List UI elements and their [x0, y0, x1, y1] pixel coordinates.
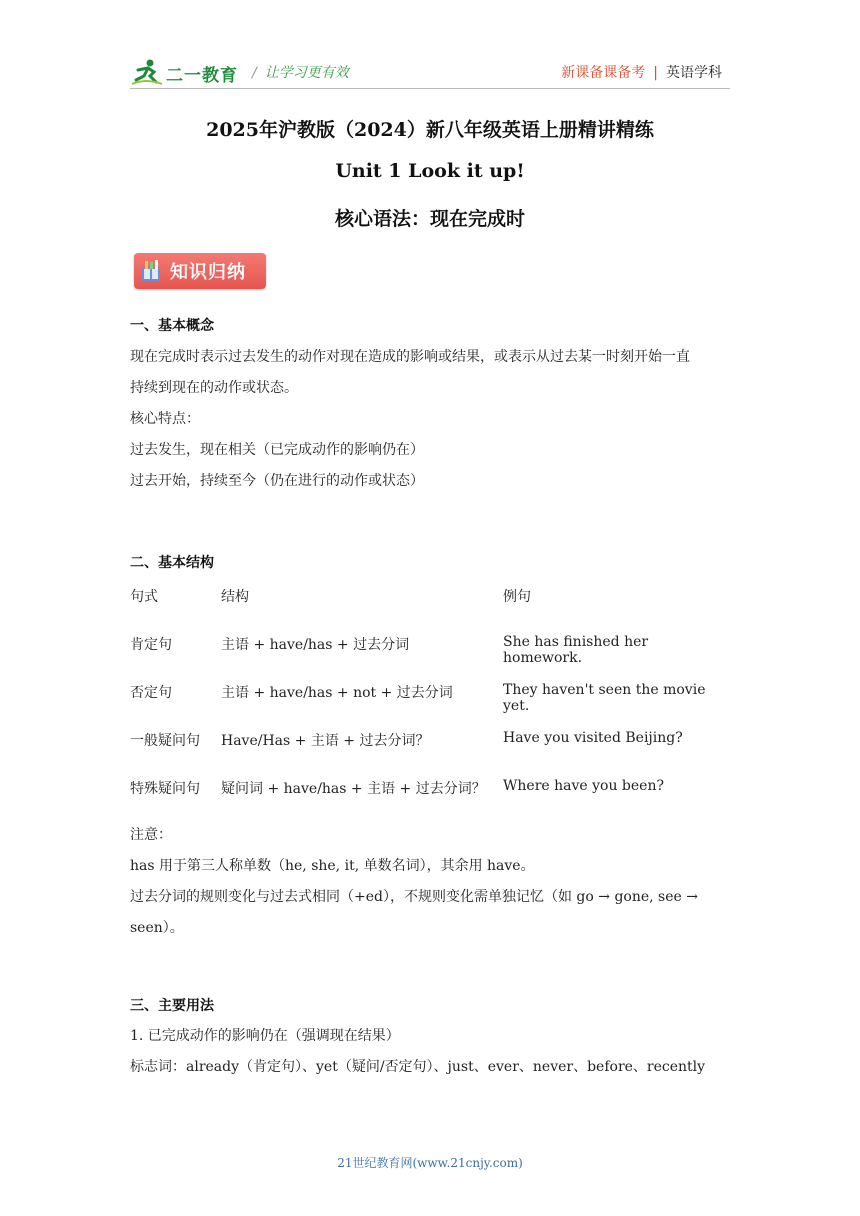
page-header	[130, 56, 730, 88]
header-subject	[561, 62, 722, 82]
usage-block	[130, 1021, 730, 1083]
table-cell: 一般疑问句	[130, 733, 200, 749]
table-row	[130, 634, 730, 682]
brand-logo	[130, 58, 246, 86]
table-row	[130, 682, 730, 730]
header-separator: |	[653, 65, 658, 81]
note-2-line-2: seen）。	[130, 920, 184, 936]
table-cell: 主语 + have/has + not + 过去分词	[221, 685, 453, 701]
table-cell: Have you visited Beijing?	[503, 730, 683, 746]
table-cell: Have/Has + 主语 + 过去分词？	[221, 733, 430, 749]
feature-2: 过去开始，持续至今（仍在进行的动作或状态）	[130, 473, 424, 489]
unit-title: Unit 1 Look it up!	[335, 160, 525, 182]
usage-item-1: 1. 已完成动作的影响仍在（强调现在结果）	[130, 1028, 400, 1044]
table-header-row	[130, 586, 730, 634]
table-header-cell: 句式	[130, 589, 158, 605]
document-title: 2025年沪教版（2024）新八年级英语上册精讲精练	[206, 119, 654, 141]
slogan-text: 让学习更有效	[264, 65, 349, 81]
concept-line-2: 持续到现在的动作或状态。	[130, 380, 298, 396]
topic-title: 核心语法：现在完成时	[334, 208, 525, 230]
header-divider	[130, 88, 730, 89]
note-2-line-1: 过去分词的规则变化与过去式相同（+ed），不规则变化需单独记忆（如 go → gone, see →	[130, 889, 698, 905]
notes-block	[130, 820, 730, 944]
note-1: has 用于第三人称单数（he, she, it, 单数名词），其余用 have。	[130, 858, 535, 874]
table-cell: She has finished her homework.	[503, 634, 649, 666]
features-label: 核心特点：	[130, 411, 200, 427]
table-cell: Where have you been?	[503, 778, 664, 794]
badge-label: 知识归纳	[170, 262, 246, 283]
table-cell: 主语 + have/has + 过去分词	[221, 637, 410, 653]
section-heading-concept: 一、基本概念	[130, 318, 214, 334]
signal-words: 标志词：already（肯定句）、yet（疑问/否定句）、just、ever、never、before、recently	[130, 1059, 706, 1075]
knowledge-badge	[134, 253, 266, 289]
concept-paragraph	[130, 342, 730, 497]
runner-icon	[130, 58, 164, 86]
table-cell: They haven't seen the movie yet.	[503, 682, 706, 714]
table-header-cell: 例句	[503, 589, 531, 605]
header-course-label: 新课备课备考	[561, 65, 646, 81]
table-row	[130, 778, 730, 826]
table-header-cell: 结构	[221, 589, 249, 605]
page-footer: 21世纪教育网(www.21cnjy.com)	[337, 1156, 523, 1170]
table-cell: 疑问词 + have/has + 主语 + 过去分词？	[221, 781, 486, 797]
concept-line-1: 现在完成时表示过去发生的动作对现在造成的影响或结果，或表示从过去某一时刻开始一直	[130, 349, 690, 365]
table-cell: 肯定句	[130, 637, 172, 653]
logo-text: 二一教育	[166, 66, 238, 86]
structure-table	[130, 586, 730, 826]
section-heading-structure: 二、基本结构	[130, 555, 214, 571]
section-heading-usage: 三、主要用法	[130, 998, 214, 1014]
book-icon	[140, 259, 162, 283]
slogan: / 让学习更有效	[252, 65, 349, 81]
table-row	[130, 730, 730, 778]
table-cell: 特殊疑问句	[130, 781, 200, 797]
table-cell: 否定句	[130, 685, 172, 701]
feature-1: 过去发生，现在相关（已完成动作的影响仍在）	[130, 442, 424, 458]
header-subject-label: 英语学科	[666, 65, 722, 81]
note-label: 注意：	[130, 827, 172, 843]
